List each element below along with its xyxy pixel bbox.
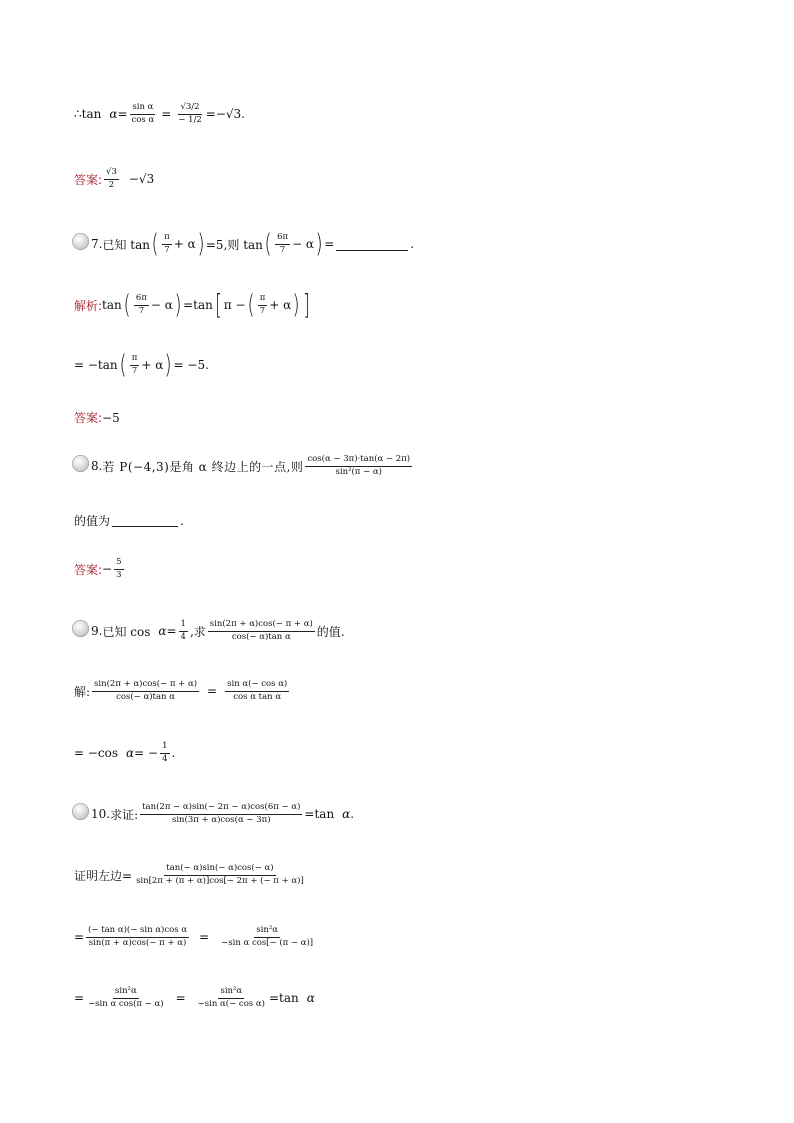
- solution-9-line2: = −cos α = − $\frac{1}{4}$ .: [74, 741, 176, 764]
- fraction: $\frac{\text{sin α(− cos α)}}{\text{cos α tan α}}$: [227, 679, 288, 702]
- fraction: $\frac{\tan(2\pi - \alpha)\sin(- 2\pi - \alpha)\cos(6\pi - \alpha)}{\sin(3\pi + \alpha)\cos(\alpha - 3\pi)}$: [142, 802, 301, 825]
- answer-blank[interactable]: [336, 238, 408, 251]
- fraction: $\frac{6\pi}{7}$: [135, 292, 147, 316]
- fraction: $\frac{6\pi}{7}$: [277, 231, 289, 255]
- answer-7: 答案: −5: [74, 410, 120, 425]
- answer-label: 答案:: [74, 411, 103, 425]
- bullet-icon: [72, 455, 89, 472]
- line-tan-result: ∴tan α = $\frac{\text{sin α}}{\text{cos α}}$ = $\frac{√3/2}{- 1/2}$ =−√3.: [74, 102, 245, 125]
- fraction: $\frac{\pi}{7}$: [131, 352, 138, 376]
- analysis-7-line2: = −tan ( $\frac{\pi}{7}$ + α ) = −5.: [74, 350, 209, 380]
- bullet-icon: [72, 803, 89, 820]
- answer-8: 答案: − $\frac{5}{3}$: [74, 557, 122, 580]
- answer-label: 答案:: [74, 172, 103, 187]
- fraction: $\frac{\cos(\alpha - 3\pi)\cdot\tan(\alpha - 2\pi)}{\text{sin²(π − α)}}$: [307, 454, 411, 477]
- fraction: $\frac{1}{4}$: [180, 619, 186, 642]
- analysis-7: 解析: tan ( $\frac{6\pi}{7}$ − α ) =tan [ π − ( $\frac{\pi}{7}$ + α ) ]: [74, 288, 311, 321]
- proof-10-line1: 证明左边= $\frac{\tan(- \alpha)\sin(- \alpha)\cos(- \alpha)}{\sin[2\pi + (\pi + \alpha)]\cos[- 2\pi + (- \pi + \alpha)]}$: [74, 863, 304, 886]
- answer-blank[interactable]: [112, 514, 178, 527]
- fraction: $\frac{\text{sin²α}}{\text{−sin α(− cos α)}}$: [197, 986, 265, 1009]
- fraction: $\frac{\pi}{7}$: [259, 292, 266, 316]
- fraction: $\frac{\text{sin²α}}{\text{−sin α cos(π − α)}}$: [88, 986, 164, 1009]
- fraction: $\frac{\sin(2\pi + \alpha)\cos(- \pi + \alpha)}{\text{cos(− α)tan α}}$: [94, 679, 198, 702]
- solution-9: 解: $\frac{\sin(2\pi + \alpha)\cos(- \pi + \alpha)}{\text{cos(− α)tan α}}$ = $\frac{\text{sin α(− cos α)}}{\text{cos α tan α}}$: [74, 679, 288, 702]
- fraction: $\frac{\text{(− tan α)(− sin α)cos α}}{\sin(\pi + \alpha)\cos(- \pi + \alpha)}$: [88, 925, 188, 948]
- question-8: 8. 若 P(−4,3)是角 α 终边上的一点,则 $\frac{\cos(\alpha - 3\pi)\cdot\tan(\alpha - 2\pi)}{\text{sin²(π − α)}}$: [72, 455, 414, 478]
- fraction: $\frac{5}{3}$: [116, 557, 122, 580]
- fraction: $\frac{1}{4}$: [162, 741, 168, 764]
- fraction: $\frac{√3/2}{- 1/2}$: [178, 102, 202, 125]
- fraction: $\frac{\text{sin²α}}{\text{−sin α cos[− (π − α)]}}$: [221, 925, 314, 948]
- fraction: $\frac{\pi}{7}$: [164, 231, 170, 255]
- proof-10-line3: = $\frac{\text{sin²α}}{\text{−sin α cos(π − α)}}$ = $\frac{\text{sin²α}}{\text{−sin α(− cos α)}}$ =tan α: [74, 986, 315, 1009]
- fraction: $\frac{√3}{2}$: [106, 167, 117, 190]
- question-10: 10. 求证: $\frac{\tan(2\pi - \alpha)\sin(- 2\pi - \alpha)\cos(6\pi - \alpha)}{\sin(3\pi + \alpha)\cos(\alpha - 3\pi)}$ =tan α .: [72, 803, 354, 826]
- fraction: $\frac{\sin(2\pi + \alpha)\cos(- \pi + \alpha)}{\text{cos(− α)tan α}}$: [209, 619, 313, 642]
- analysis-label: 解析:: [74, 298, 103, 313]
- question-8-line2: 的值为 .: [74, 513, 184, 528]
- fraction: $\frac{\tan(- \alpha)\sin(- \alpha)\cos(- \alpha)}{\sin[2\pi + (\pi + \alpha)]\cos[- 2\pi + (- \pi + \alpha)]}$: [136, 863, 304, 886]
- bullet-icon: [72, 620, 89, 637]
- question-7: 7. 已知 tan ( $\frac{\pi}{7}$ + α ) =5,则 tan ( $\frac{6\pi}{7}$ − α ) = .: [72, 231, 414, 257]
- bullet-icon: [72, 233, 89, 250]
- answer-6: 答案: $\frac{√3}{2}$ −√3: [74, 167, 155, 190]
- fraction: $\frac{\text{sin α}}{\text{cos α}}$: [131, 102, 155, 125]
- proof-10-line2: = $\frac{\text{(− tan α)(− sin α)cos α}}{\sin(\pi + \alpha)\cos(- \pi + \alpha)}$ = $\frac{\text{sin²α}}{\text{−sin α cos[− (π − α)]}}$: [74, 925, 314, 948]
- answer-label: 答案:: [74, 562, 103, 577]
- question-9: 9. 已知 cos α = $\frac{1}{4}$ ,求 $\frac{\sin(2\pi + \alpha)\cos(- \pi + \alpha)}{\text{cos(− α)tan α}}$ 的值.: [72, 620, 345, 643]
